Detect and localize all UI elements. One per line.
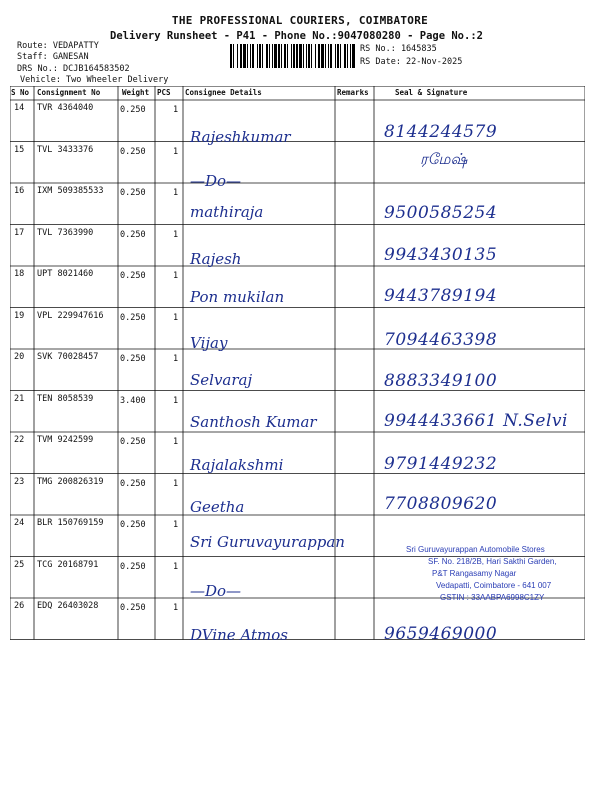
barcode-bar: [340, 44, 341, 68]
column-header: S No: [11, 88, 30, 97]
row-consignee-handwritten: Selvaraj: [190, 371, 253, 389]
barcode-bar: [344, 44, 346, 68]
row-pcs: 1: [173, 188, 179, 198]
barcode-bar: [325, 44, 326, 68]
row-weight: 0.250: [120, 437, 146, 447]
row-seal-signature: 9943430135: [384, 244, 498, 265]
row-pcs: 1: [173, 271, 179, 281]
row-weight: 0.250: [120, 354, 146, 364]
row-sno: 16: [14, 186, 25, 196]
barcode-bar: [266, 44, 268, 68]
row-pcs: 1: [173, 146, 179, 157]
barcode-bar: [328, 44, 329, 68]
row-consignment-no: BLR 150769159: [37, 518, 104, 528]
barcode-bar: [335, 44, 336, 68]
barcode-bar: [278, 44, 280, 68]
barcode-bar: [296, 44, 298, 68]
barcode-bar: [262, 44, 263, 68]
column-header: Consignee Details: [185, 88, 262, 97]
row-weight: 0.250: [120, 520, 146, 530]
row-seal-signature: 7708809620: [384, 493, 498, 514]
row-consignment-no: IXM 509385533: [37, 186, 104, 196]
drs-number: DRS No.: DCJB164583502: [17, 64, 130, 74]
barcode-bar: [247, 44, 248, 68]
barcode-bar: [230, 44, 232, 68]
row-consignment-no: VPL 229947616: [37, 310, 104, 321]
row-weight: 0.250: [120, 229, 146, 240]
barcode-bar: [252, 44, 254, 68]
stamp-line: GSTIN : 33AABPA6998C1ZY: [440, 593, 545, 602]
barcode-bar: [303, 44, 304, 68]
row-consignee-handwritten: mathiraja: [190, 203, 264, 221]
row-seal-signature: 7094463398: [384, 329, 498, 350]
barcode-bar: [306, 44, 307, 68]
vehicle-label: Vehicle: Two Wheeler Delivery: [20, 75, 169, 85]
stamp-line: Vedapatti, Coimbatore - 641 007: [436, 581, 552, 590]
row-consignee-handwritten: Rajalakshmi: [190, 456, 284, 474]
rs-date: RS Date: 22-Nov-2025: [360, 57, 463, 67]
row-pcs: 1: [173, 437, 179, 447]
row-weight: 0.250: [120, 312, 146, 323]
row-weight: 0.250: [120, 603, 146, 613]
row-sno: 18: [14, 269, 25, 279]
barcode-bar: [321, 44, 324, 68]
row-sno: 19: [14, 310, 25, 321]
barcode-bar: [308, 44, 310, 68]
row-pcs: 1: [173, 354, 179, 364]
row-pcs: 1: [173, 229, 179, 240]
barcode-bar: [240, 44, 242, 68]
barcode-bar: [274, 44, 277, 68]
row-consignment-no: SVK 70028457: [37, 352, 99, 362]
row-consignment-no: TEN 8058539: [37, 393, 94, 404]
row-seal-signature: 9791449232: [384, 454, 498, 474]
row-pcs: 1: [173, 603, 179, 613]
barcode-bar: [272, 44, 273, 68]
barcode-image: [230, 44, 355, 68]
row-consignment-no: UPT 8021460: [37, 269, 94, 279]
row-consignee-handwritten: Rajeshkumar: [190, 128, 291, 146]
row-consignment-no: EDQ 26403028: [37, 601, 99, 611]
column-header: Weight: [122, 88, 150, 97]
runsheet-subtitle: Delivery Runsheet - P41 - Phone No.:9047080280 - Page No.:2: [110, 30, 483, 42]
row-consignee-handwritten: —Do—: [190, 171, 242, 190]
barcode-bar: [284, 44, 286, 68]
row-pcs: 1: [173, 520, 179, 530]
staff-label: Staff: GANESAN: [17, 52, 89, 62]
barcode-bar: [330, 44, 332, 68]
row-weight: 0.250: [120, 146, 146, 157]
row-consignment-no: TVR 4364040: [37, 103, 94, 113]
row-weight: 0.250: [120, 478, 146, 489]
runsheet-title: THE PROFESSIONAL COURIERS, COIMBATORE: [171, 14, 429, 27]
row-sno: 23: [14, 476, 25, 487]
barcode-bar: [318, 44, 320, 68]
row-consignment-no: TVL 7363990: [37, 227, 94, 238]
barcode-bar: [293, 44, 295, 68]
barcode-bar: [233, 44, 234, 68]
barcode-bar: [287, 44, 288, 68]
row-seal-signature: 8883349100: [384, 371, 498, 391]
row-pcs: 1: [173, 561, 179, 572]
row-consignment-no: TMG 200826319: [37, 476, 104, 487]
row-pcs: 1: [173, 312, 179, 323]
row-sno: 24: [14, 518, 25, 528]
row-consignee-handwritten: Sri Guruvayurappan: [190, 533, 345, 551]
row-seal-signature: ரமேஷ்: [420, 149, 468, 168]
stamp-line: SF. No. 218/2B, Hari Sakthi Garden,: [428, 557, 557, 566]
barcode-bar: [237, 44, 238, 68]
route-label: Route: VEDAPATTY: [17, 41, 99, 51]
row-weight: 3.400: [120, 395, 146, 406]
row-pcs: 1: [173, 478, 179, 489]
row-consignment-no: TCG 20168791: [37, 559, 99, 570]
barcode-bar: [259, 44, 261, 68]
row-sno: 14: [14, 103, 25, 113]
row-pcs: 1: [173, 105, 179, 115]
stamp-line: P&T Rangasamy Nagar: [432, 569, 517, 578]
row-seal-signature: 9944433661 N.Selvi: [384, 410, 568, 431]
row-seal-signature: 9443789194: [384, 286, 498, 306]
row-sno: 26: [14, 601, 25, 611]
barcode-bar: [250, 44, 251, 68]
barcode-bar: [281, 44, 282, 68]
row-sno: 25: [14, 559, 25, 570]
row-sno: 20: [14, 352, 25, 362]
row-sno: 17: [14, 227, 25, 238]
row-seal-signature: 9500585254: [384, 203, 498, 223]
column-header: Remarks: [337, 88, 369, 97]
row-pcs: 1: [173, 395, 179, 406]
row-consignee-handwritten: Geetha: [190, 497, 245, 516]
barcode-bar: [350, 44, 351, 68]
column-header: PCS: [157, 88, 171, 97]
row-seal-signature: 9659469000: [384, 624, 498, 644]
barcode-bar: [347, 44, 348, 68]
barcode-bar: [299, 44, 302, 68]
row-consignee-handwritten: Vijay: [190, 333, 228, 352]
row-weight: 0.250: [120, 271, 146, 281]
row-weight: 0.250: [120, 188, 146, 198]
row-consignee-handwritten: DVine Atmos: [190, 626, 288, 644]
row-consignment-no: TVM 9242599: [37, 435, 94, 445]
rs-number: RS No.: 1645835: [360, 44, 437, 54]
barcode-bar: [315, 44, 316, 68]
row-consignee-handwritten: Santhosh Kumar: [190, 412, 317, 431]
row-weight: 0.250: [120, 561, 146, 572]
barcode-bar: [243, 44, 246, 68]
row-sno: 21: [14, 393, 25, 404]
row-weight: 0.250: [120, 105, 146, 115]
column-header: Seal & Signature: [395, 88, 468, 97]
row-consignment-no: TVL 3433376: [37, 144, 94, 155]
barcode-bar: [269, 44, 270, 68]
barcode-bar: [311, 44, 312, 68]
shop-rubber-stamp: [378, 545, 583, 645]
barcode-bar: [257, 44, 258, 68]
barcode-bar: [352, 44, 355, 68]
row-sno: 15: [14, 144, 25, 155]
row-consignee-handwritten: Pon mukilan: [190, 288, 285, 306]
column-header: Consignment No: [37, 88, 101, 97]
row-sno: 22: [14, 435, 25, 445]
stamp-line: Sri Guruvayurappan Automobile Stores: [406, 545, 545, 554]
row-consignee-handwritten: —Do—: [190, 581, 242, 600]
row-consignee-handwritten: Rajesh: [190, 249, 242, 268]
row-seal-signature: 8144244579: [384, 122, 498, 142]
barcode-bar: [291, 44, 292, 68]
barcode-bar: [337, 44, 339, 68]
